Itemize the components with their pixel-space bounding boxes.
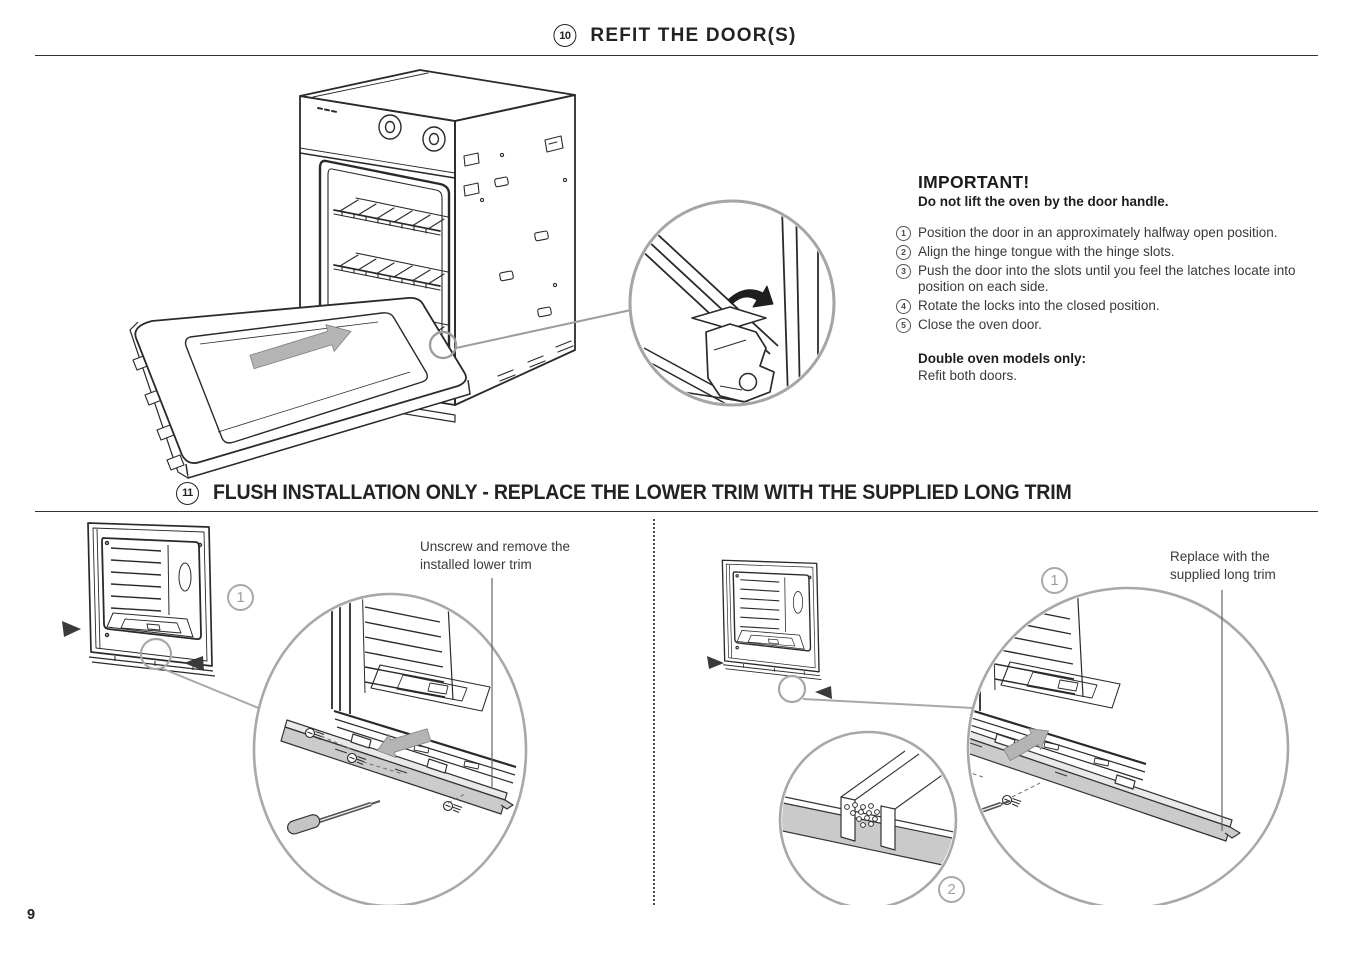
step-11-badge: 11: [176, 482, 199, 505]
lower-trim-replacement-illustration: [35, 515, 1330, 905]
oven-door: [130, 298, 470, 478]
step-2-badge: 2: [896, 245, 911, 260]
screw-icon: [889, 723, 908, 734]
step-5-badge: 5: [896, 318, 911, 333]
important-subheading: Do not lift the oven by the door handle.: [918, 194, 1169, 209]
list-item: 2 Align the hinge tongue with the hinge slots.: [896, 244, 1320, 260]
side-panel-details: [464, 136, 573, 381]
header-divider: [35, 55, 1318, 56]
brand-mark: [318, 108, 336, 112]
remove-trim-panel: [62, 523, 526, 905]
important-note: [896, 172, 1320, 383]
list-item: 3 Push the door into the slots until you feel the latches locate into position on each side.: [896, 263, 1320, 296]
flush-step-1-badge-right: 1: [1041, 567, 1068, 594]
important-heading: IMPORTANT!: [918, 172, 1030, 192]
section-flush-header: [176, 481, 1136, 505]
flush-step-2-badge: 2: [938, 876, 965, 903]
section-flush-title: FLUSH INSTALLATION ONLY - REPLACE THE LOWER TRIM WITH THE SUPPLIED LONG TRIM: [213, 481, 1072, 504]
step-3-badge: 3: [896, 264, 911, 279]
step-1-badge: 1: [896, 226, 911, 241]
pointer-arrow-icon: [815, 686, 832, 699]
detail-leader-line: [803, 699, 973, 708]
header-divider: [35, 511, 1318, 512]
oven-door-refit-illustration: [30, 60, 890, 485]
pointer-arrow-icon: [707, 656, 724, 669]
step-4-badge: 4: [896, 299, 911, 314]
pointer-arrow-icon: [62, 621, 81, 637]
step-10-badge: 10: [553, 24, 576, 47]
trim-highlight-circle: [779, 676, 805, 702]
double-oven-text: Refit both doors.: [918, 367, 1018, 383]
remove-trim-callout: Unscrew and remove the installed lower trim: [420, 539, 571, 572]
double-oven-heading: Double oven models only:: [918, 350, 1087, 366]
mini-oven-front: [88, 523, 215, 676]
refit-steps-list: [896, 225, 1320, 334]
hinge-detail-inset: [626, 201, 834, 422]
replace-trim-callout: Replace with the supplied long trim: [1170, 549, 1276, 582]
flush-step-1-badge-left: 1: [227, 584, 254, 611]
section-refit-title: REFIT THE DOOR(S): [590, 24, 797, 46]
section-refit-header: [553, 24, 796, 47]
list-item: 1 Position the door in an approximately halfway open position.: [896, 225, 1320, 241]
page-number: 9: [27, 907, 36, 923]
list-item: 5 Close the oven door.: [896, 317, 1320, 333]
detail-leader-line: [161, 668, 261, 709]
list-item: 4 Rotate the locks into the closed position.: [896, 298, 1320, 314]
replace-trim-panel: [707, 552, 1288, 905]
mini-oven-front: [722, 560, 821, 679]
